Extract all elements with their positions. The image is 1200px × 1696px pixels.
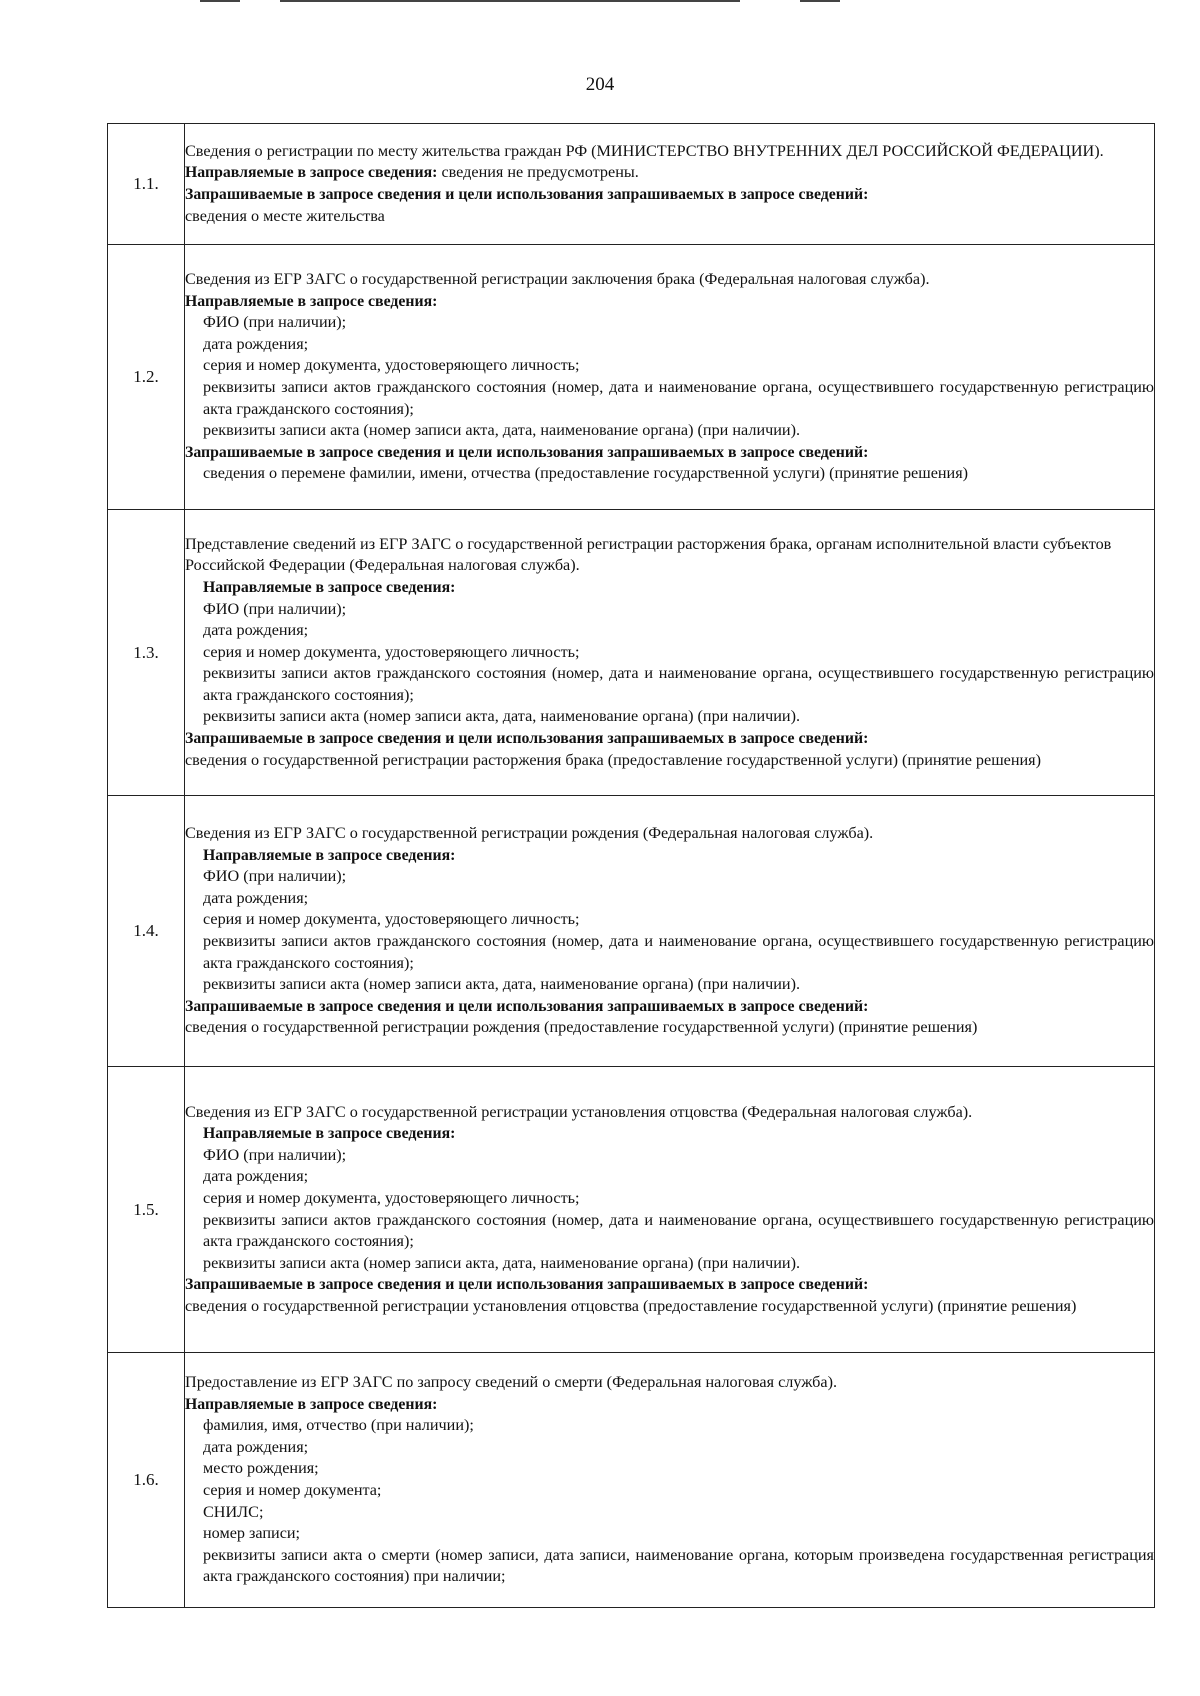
line-text: реквизиты записи акта о смерти (номер записи, дата записи, наименование органа, которым произведена государственная регистрация акта гражданского состояния) при наличии; [203, 1545, 1154, 1586]
line-text: серия и номер документа, удостоверяющего личность; [203, 642, 580, 661]
line-text: сведения о месте жительства [185, 206, 385, 225]
line-text: Запрашиваемые в запросе сведения и цели использования запрашиваемых в запросе сведений: [185, 443, 869, 461]
section-text [185, 269, 1154, 291]
section-content [185, 124, 1155, 245]
line-text: Запрашиваемые в запросе сведения и цели использования запрашиваемых в запросе сведений: [185, 730, 869, 748]
line-text: дата рождения; [203, 1167, 309, 1186]
register-table [107, 123, 1155, 1608]
list-item [185, 1210, 1154, 1253]
list-item [185, 866, 1154, 888]
list-item [185, 1415, 1154, 1437]
section-content [185, 1353, 1155, 1608]
list-item [185, 1480, 1154, 1502]
section-content [185, 510, 1155, 796]
line-text: фамилия, имя, отчество (при наличии); [203, 1416, 474, 1435]
line-text: Представление сведений из ЕГР ЗАГС о государственной регистрации расторжения брака, органам исполнительной власти субъектов Российской Федерации (Федеральная налоговая служба). [185, 534, 1112, 575]
section-heading [185, 184, 1154, 206]
section-text [185, 534, 1154, 577]
section-text [185, 750, 1154, 772]
list-item [185, 420, 1154, 442]
table-row [108, 1353, 1155, 1608]
line-text: реквизиты записи актов гражданского состояния (номер, дата и наименование органа, осуществившего государственную регистрацию акта гражданского состояния); [203, 1210, 1154, 1251]
section-heading [185, 162, 1154, 184]
line-text: реквизиты записи акта (номер записи акта, дата, наименование органа) (при наличии). [203, 975, 801, 994]
list-item [185, 312, 1154, 334]
line-text: Направляемые в запросе сведения: [185, 1395, 438, 1413]
line-text-rest: сведения не предусмотрены. [437, 163, 639, 182]
line-text: серия и номер документа; [203, 1481, 382, 1499]
list-item [185, 599, 1154, 621]
line-text: реквизиты записи актов гражданского состояния (номер, дата и наименование органа, осуществившего государственную регистрацию акта гражданского состояния); [203, 664, 1154, 704]
section-heading [185, 845, 1154, 867]
line-text: Направляемые в запросе сведения: [203, 578, 456, 596]
line-text: Направляемые в запросе сведения: [185, 292, 438, 310]
list-item [185, 663, 1154, 706]
line-text: Сведения из ЕГР ЗАГС о государственной регистрации рождения (Федеральная налоговая служба). [185, 824, 874, 843]
section-text [185, 1372, 1154, 1394]
section-text [185, 1296, 1154, 1318]
section-content [185, 1067, 1155, 1353]
list-item [185, 1545, 1154, 1588]
line-text: Сведения из ЕГР ЗАГС о государственной регистрации заключения брака (Федеральная налоговая служба). [185, 270, 930, 289]
section-text [185, 206, 1154, 228]
list-item [185, 642, 1154, 664]
list-item [185, 334, 1154, 356]
line-text: ФИО (при наличии); [203, 599, 347, 618]
line-text: ФИО (при наличии); [203, 1145, 347, 1164]
section-heading [185, 1394, 1154, 1416]
line-text: реквизиты записи актов гражданского состояния (номер, дата и наименование органа, осуществившего государственную регистрацию акта гражданского состояния); [203, 932, 1154, 972]
line-text: реквизиты записи актов гражданского состояния (номер, дата и наименование органа, осуществившего государственную регистрацию акта гражданского состояния); [203, 378, 1154, 418]
line-text: дата рождения; [203, 1437, 309, 1456]
section-heading [185, 1123, 1154, 1145]
line-text: номер записи; [203, 1524, 301, 1543]
line-text: ФИО (при наличии); [203, 313, 347, 332]
line-text: Сведения о регистрации по месту жительства граждан РФ (МИНИСТЕРСТВО ВНУТРЕННИХ ДЕЛ РОССИЙСКОЙ ФЕДЕРАЦИИ). [185, 141, 1104, 160]
list-item [185, 463, 1154, 485]
line-text: Предоставление из ЕГР ЗАГС по запросу сведений о смерти (Федеральная налоговая служба). [185, 1373, 838, 1392]
list-item [185, 377, 1154, 420]
table-row [108, 245, 1155, 510]
list-item [185, 974, 1154, 996]
line-text: сведения о государственной регистрации рождения (предоставление государственной услуги) (принятие решения) [185, 1018, 978, 1037]
line-text: Направляемые в запросе сведения: [203, 1125, 456, 1143]
line-text: сведения о перемене фамилии, имени, отчества (предоставление государственной услуги) (принятие решения) [203, 464, 969, 483]
table-row [108, 796, 1155, 1067]
section-number: 1.4. [108, 796, 185, 1067]
section-number: 1.5. [108, 1067, 185, 1353]
section-content [185, 796, 1155, 1067]
section-heading [185, 1274, 1154, 1296]
line-text: реквизиты записи акта (номер записи акта, дата, наименование органа) (при наличии). [203, 707, 801, 726]
line-text: Запрашиваемые в запросе сведения и цели использования запрашиваемых в запросе сведений: [185, 1276, 869, 1294]
line-text: сведения о государственной регистрации расторжения брака (предоставление государственной услуги) (принятие решения) [185, 750, 1042, 769]
line-text: Направляемые в запросе сведения: [185, 164, 438, 182]
line-text: ФИО (при наличии); [203, 867, 347, 886]
section-heading [185, 728, 1154, 750]
list-item [185, 1188, 1154, 1210]
list-item [185, 1145, 1154, 1167]
section-content [185, 245, 1155, 510]
section-number: 1.1. [108, 124, 185, 245]
list-item [185, 1458, 1154, 1480]
scan-edge-mark [200, 0, 240, 2]
line-text: Направляемые в запросе сведения: [203, 846, 456, 864]
line-text: Запрашиваемые в запросе сведения и цели использования запрашиваемых в запросе сведений: [185, 186, 869, 203]
section-heading [185, 442, 1154, 464]
scan-edge-mark [280, 0, 740, 2]
section-number: 1.6. [108, 1353, 185, 1608]
line-text: дата рождения; [203, 621, 309, 640]
list-item [185, 355, 1154, 377]
list-item [185, 1437, 1154, 1459]
section-heading [185, 996, 1154, 1018]
section-text [185, 1017, 1154, 1039]
section-heading [185, 577, 1154, 599]
line-text: серия и номер документа, удостоверяющего личность; [203, 1188, 580, 1207]
line-text: реквизиты записи акта (номер записи акта, дата, наименование органа) (при наличии). [203, 1253, 801, 1272]
page-number: 204 [585, 74, 615, 95]
list-item [185, 706, 1154, 728]
list-item [185, 1523, 1154, 1545]
list-item [185, 888, 1154, 910]
line-text: Сведения из ЕГР ЗАГС о государственной регистрации установления отцовства (Федеральная налоговая служба). [185, 1102, 973, 1121]
line-text: серия и номер документа, удостоверяющего личность; [203, 356, 580, 375]
line-text: сведения о государственной регистрации установления отцовства (предоставление государственной услуги) (принятие решения) [185, 1296, 1077, 1315]
line-text: серия и номер документа, удостоверяющего личность; [203, 910, 580, 929]
section-text [185, 1102, 1154, 1124]
section-heading [185, 291, 1154, 313]
table-row [108, 510, 1155, 796]
line-text: дата рождения; [203, 334, 309, 353]
list-item [185, 1166, 1154, 1188]
list-item [185, 620, 1154, 642]
list-item [185, 931, 1154, 974]
scan-edge-mark [800, 0, 840, 2]
line-text: Запрашиваемые в запросе сведения и цели использования запрашиваемых в запросе сведений: [185, 997, 869, 1015]
line-text: реквизиты записи акта (номер записи акта, дата, наименование органа) (при наличии). [203, 421, 801, 440]
line-text: место рождения; [203, 1459, 319, 1478]
list-item [185, 909, 1154, 931]
section-text [185, 823, 1154, 845]
section-number: 1.2. [108, 245, 185, 510]
list-item [185, 1253, 1154, 1275]
line-text: дата рождения; [203, 888, 309, 907]
line-text: СНИЛС; [203, 1502, 264, 1521]
section-text [185, 141, 1154, 163]
table-row [108, 124, 1155, 245]
section-number: 1.3. [108, 510, 185, 796]
table-row [108, 1067, 1155, 1353]
list-item [185, 1502, 1154, 1524]
